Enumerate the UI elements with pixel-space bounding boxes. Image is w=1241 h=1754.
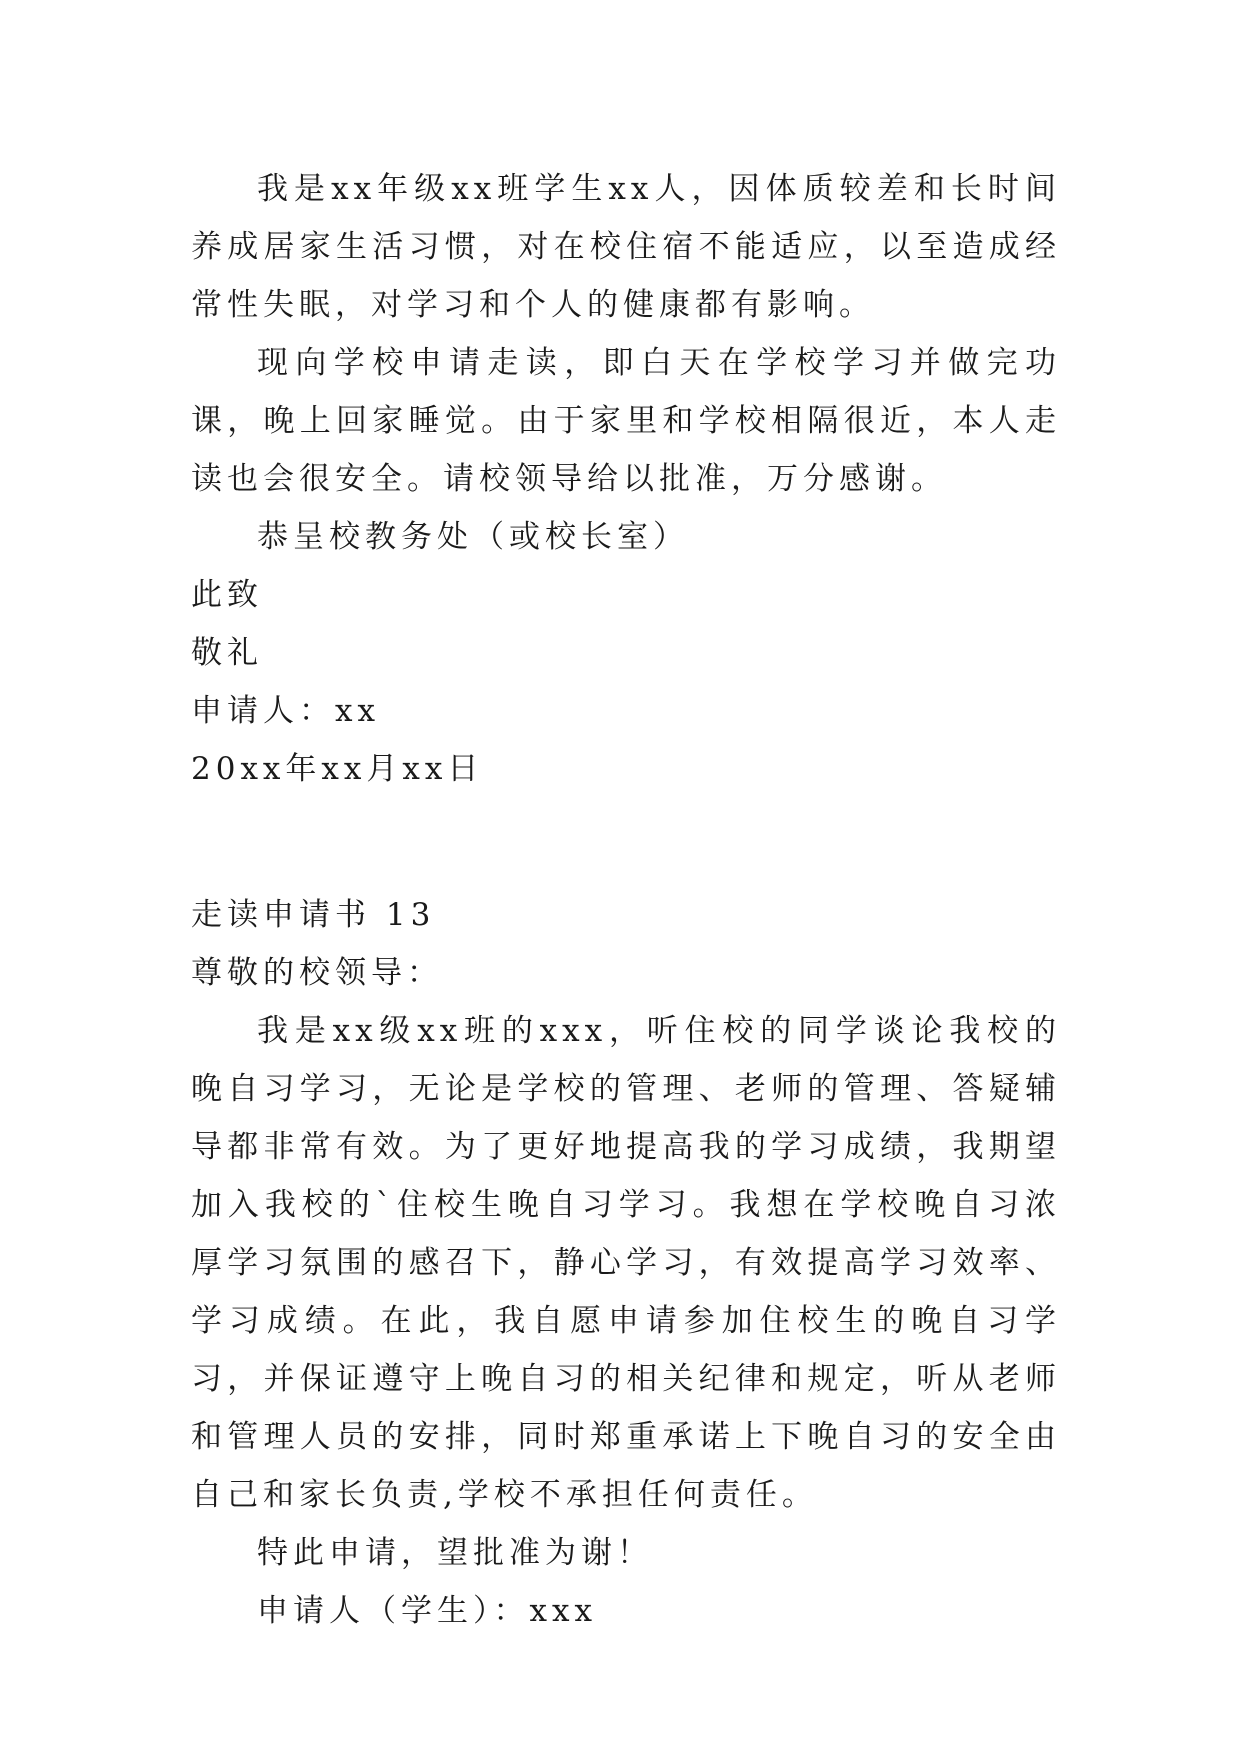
letter1-paragraph-1: 我是xx年级xx班学生xx人，因体质较差和长时间养成居家生活习惯，对在校住宿不能适应，以至造成经常性失眠，对学习和个人的健康都有影响。 — [191, 171, 1061, 323]
letter1-paragraph-2: 现向学校申请走读，即白天在学校学习并做完功课，晚上回家睡觉。由于家里和学校相隔很近，本人走读也会很安全。请校领导给以批准，万分感谢。 — [191, 345, 1061, 497]
letter-1 — [191, 160, 1061, 798]
letter1-closing-1: 此致 — [191, 577, 263, 613]
letter2-paragraph-1: 我是xx级xx班的xxx，听住校的同学谈论我校的晚自习学习，无论是学校的管理、老师的管理、答疑辅导都非常有效。为了更好地提高我的学习成绩，我期望加入我校的`住校生晚自习学习。我想在学校晚自习浓厚学习氛围的感召下，静心学习，有效提高学习效率、学习成绩。在此，我自愿申请参加住校生的晚自习学习，并保证遵守上晚自习的相关纪律和规定，听从老师和管理人员的安排，同时郑重承诺上下晚自习的安全由自己和家长负责,学校不承担任何责任。 — [191, 1013, 1061, 1513]
letter2-request: 特此申请，望批准为谢！ — [257, 1535, 653, 1571]
letter1-date: 20xx年xx月xx日 — [191, 751, 484, 787]
section-gap — [191, 798, 1061, 886]
letter1-closing-2: 敬礼 — [191, 635, 263, 671]
document-page — [191, 160, 1061, 1640]
letter2-applicant: 申请人（学生）：xxx — [257, 1593, 597, 1629]
letter-2 — [191, 886, 1061, 1640]
letter2-title: 走读申请书 13 — [191, 897, 436, 933]
letter1-addressee: 恭呈校教务处（或校长室） — [257, 519, 689, 555]
letter2-salutation: 尊敬的校领导： — [191, 955, 443, 991]
letter1-applicant: 申请人：xx — [191, 693, 380, 729]
